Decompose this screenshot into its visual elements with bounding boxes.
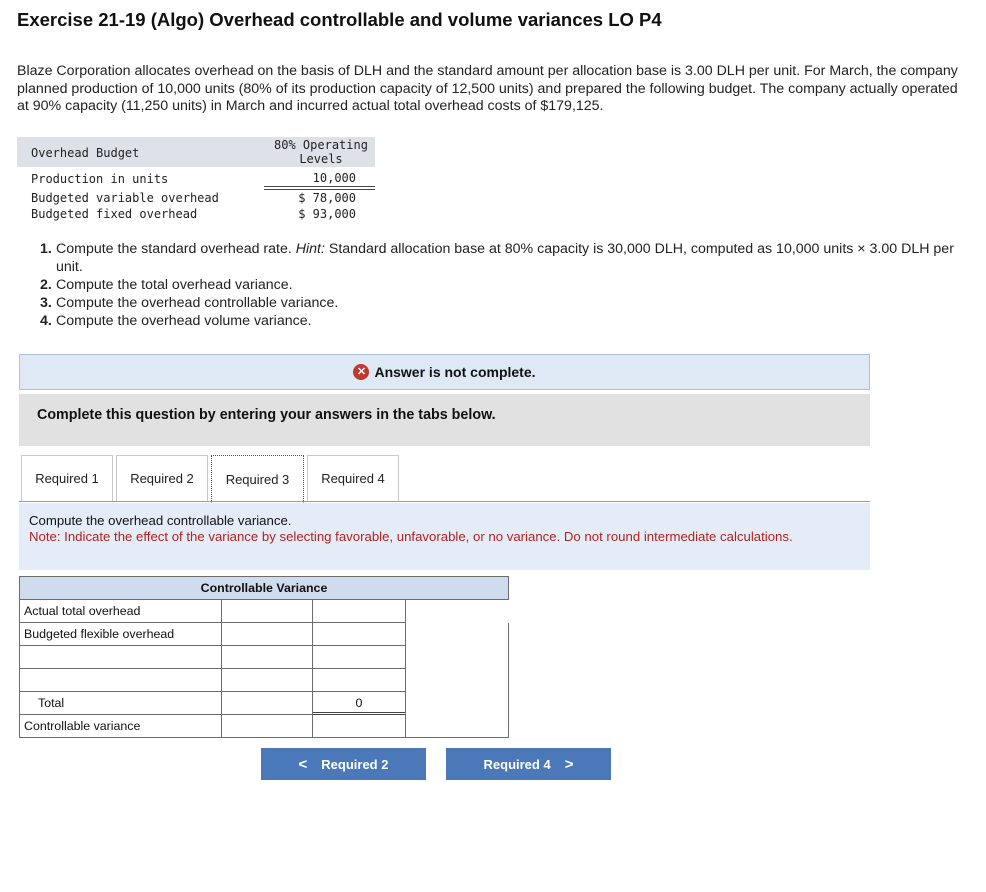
input-cell[interactable]: [313, 623, 406, 646]
blank-cell: [406, 600, 509, 623]
requirement-number: 3.: [40, 295, 52, 311]
total-cell: [222, 692, 313, 715]
budget-column-header: [267, 138, 375, 166]
input-cell[interactable]: [222, 623, 313, 646]
input-cell[interactable]: [222, 646, 313, 669]
chevron-left-icon: <: [298, 755, 308, 773]
input-cell[interactable]: [313, 600, 406, 623]
table-caption: Controllable Variance: [19, 576, 509, 600]
budget-row-value: $ 78,000: [298, 191, 356, 205]
hint-label: Hint:: [295, 241, 325, 257]
budget-column-header-line2: Levels: [299, 152, 343, 166]
requirement-item: [40, 312, 970, 330]
controllable-variance-label: Controllable variance: [19, 715, 222, 738]
requirement-text: Compute the overhead controllable variance.: [56, 295, 339, 311]
budget-row-label: Budgeted variable overhead: [31, 191, 219, 205]
variance-effect-select[interactable]: [406, 715, 509, 738]
row-label[interactable]: [19, 669, 222, 692]
question-text: Compute the overhead controllable variance.: [29, 513, 292, 528]
input-cell[interactable]: [222, 600, 313, 623]
next-required-button[interactable]: [446, 748, 611, 780]
row-label[interactable]: Actual total overhead: [19, 600, 222, 623]
budget-row-label: Budgeted fixed overhead: [31, 207, 198, 221]
variance-cell: [222, 715, 313, 738]
question-note: Note: Indicate the effect of the variance by selecting favorable, unfavorable, or no variance. Do not round intermediate calculations.: [29, 529, 793, 544]
budget-header: [17, 137, 375, 167]
required-tabs: [21, 455, 871, 502]
row-label[interactable]: [19, 646, 222, 669]
budget-row-label: Production in units: [31, 172, 169, 186]
requirement-number: 4.: [40, 313, 52, 329]
requirement-number: 2.: [40, 277, 52, 293]
input-cell[interactable]: [313, 669, 406, 692]
answer-status-banner: [19, 354, 870, 390]
blank-cell: [406, 623, 509, 715]
budget-row-value: 10,000: [312, 171, 356, 185]
question-panel: [19, 503, 870, 570]
requirement-text: Compute the overhead volume variance.: [56, 313, 312, 329]
requirement-item: [40, 240, 970, 276]
budget-header-label: Overhead Budget: [31, 146, 140, 160]
requirements-list: [40, 240, 970, 330]
budget-column-header-line1: 80% Operating: [274, 138, 368, 152]
next-button-label: Required 4: [483, 756, 551, 772]
tab-divider: [19, 501, 870, 502]
budget-row-value: $ 93,000: [298, 207, 356, 221]
tab-required-3[interactable]: Required 3: [211, 455, 304, 503]
prev-button-label: Required 2: [321, 756, 389, 772]
requirement-text: Compute the standard overhead rate.: [56, 241, 296, 257]
instructions-bar: Complete this question by entering your answers in the tabs below.: [19, 394, 870, 446]
answer-status-text: Answer is not complete.: [374, 364, 536, 380]
variance-amount-input[interactable]: [313, 715, 406, 738]
row-label[interactable]: Budgeted flexible overhead: [19, 623, 222, 646]
double-underline: [264, 186, 375, 190]
x-circle-icon: ✕: [353, 364, 369, 380]
requirement-number: 1.: [40, 241, 52, 257]
requirement-item: [40, 294, 970, 312]
page-title: Exercise 21-19 (Algo) Overhead controllable and volume variances LO P4: [17, 9, 662, 30]
tab-required-2[interactable]: Required 2: [116, 455, 208, 502]
problem-intro: Blaze Corporation allocates overhead on the basis of DLH and the standard amount per allocation base is 3.00 DLH per unit. For March, the company planned production of 10,000 units (80% of its production capacity of 12,500 units) and prepared the following budget. The company actually operated at 90% capacity (11,250 units) in March and incurred actual total overhead costs of $179,125.: [17, 63, 958, 114]
tab-required-4[interactable]: Required 4: [307, 455, 399, 502]
input-cell[interactable]: [222, 669, 313, 692]
chevron-right-icon: >: [564, 755, 574, 773]
tab-required-1[interactable]: Required 1: [21, 455, 113, 502]
total-value: 0: [313, 692, 406, 715]
prev-required-button[interactable]: [261, 748, 426, 780]
requirement-text: Compute the total overhead variance.: [56, 277, 293, 293]
total-label: Total: [19, 692, 222, 715]
requirement-text-hint: Standard allocation base at 80% capacity is 30,000 DLH, computed as 10,000 units × 3.00 DLH per unit.: [56, 241, 954, 275]
requirement-item: [40, 276, 970, 294]
input-cell[interactable]: [313, 646, 406, 669]
